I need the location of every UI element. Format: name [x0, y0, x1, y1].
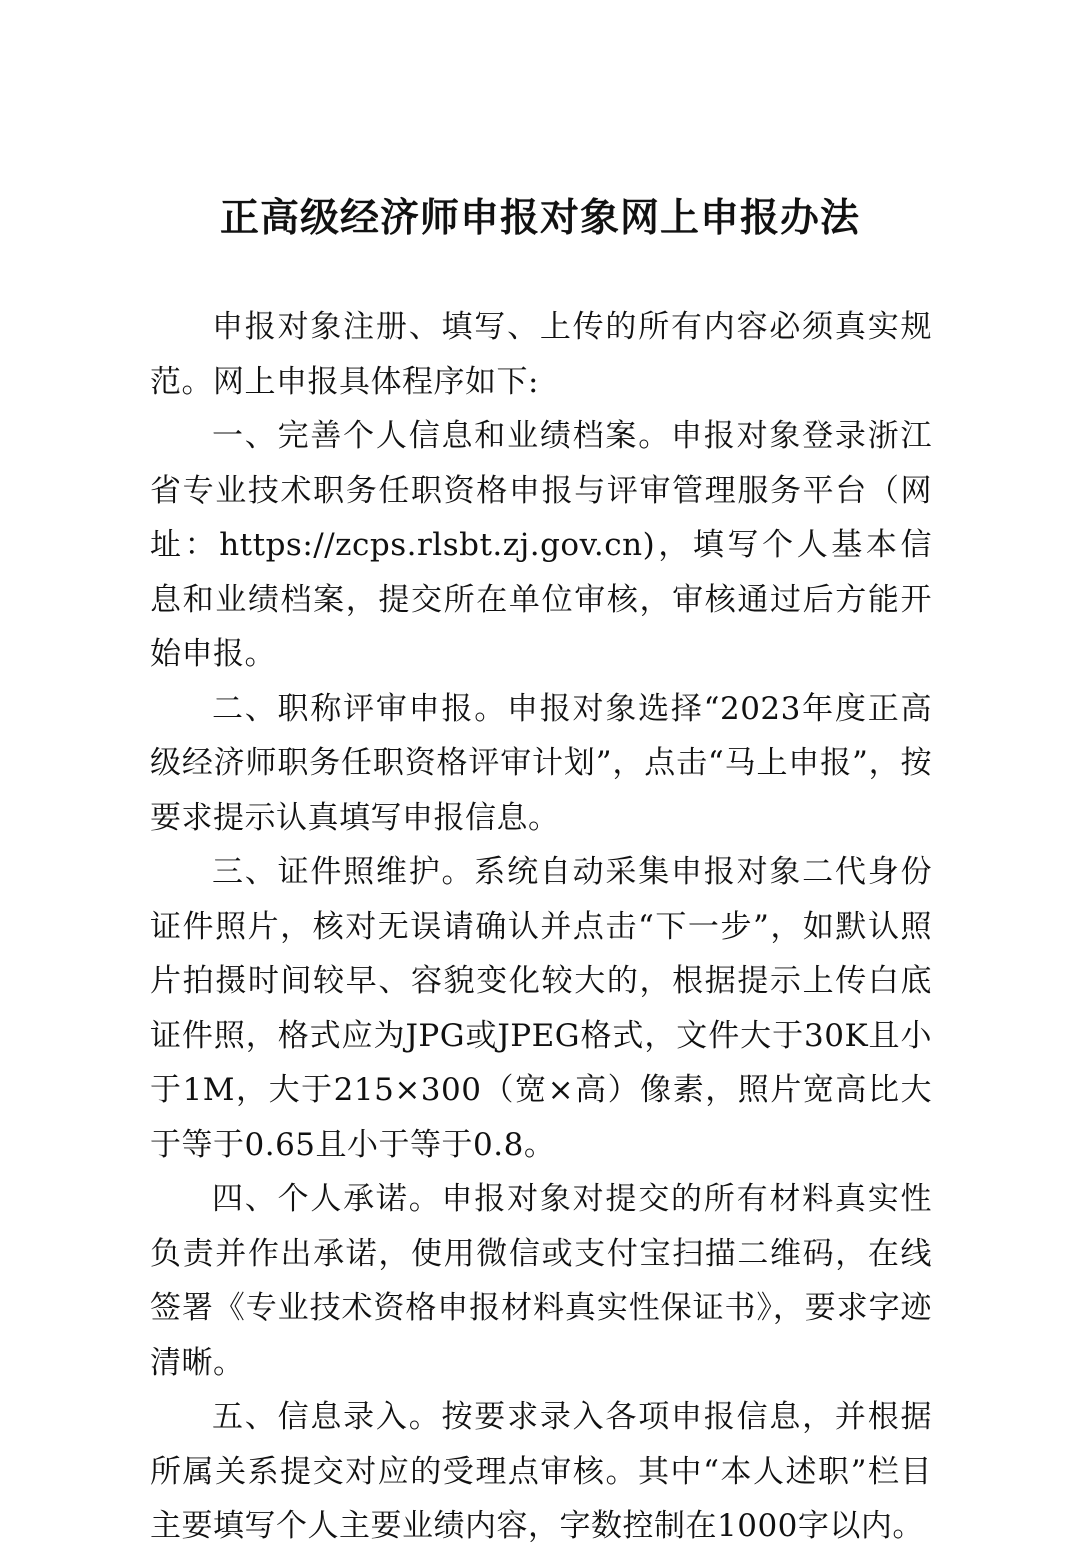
- paragraph-step-2: 二、职称评审申报。申报对象选择“2023年度正高级经济师职务任职资格评审计划”，点击“马上申报”，按要求提示认真填写申报信息。: [150, 690, 932, 836]
- document-title: 正高级经济师申报对象网上申报办法: [219, 195, 860, 241]
- paragraph-step-4: 四、个人承诺。申报对象对提交的所有材料真实性负责并作出承诺，使用微信或支付宝扫描二维码，在线签署《专业技术资格申报材料真实性保证书》，要求字迹清晰。: [150, 1181, 932, 1381]
- paragraph-intro: 申报对象注册、填写、上传的所有内容必须真实规范。网上申报具体程序如下:: [150, 309, 932, 400]
- document-body: [150, 300, 932, 1554]
- paragraph-step-3: 三、证件照维护。系统自动采集申报对象二代身份证件照片，核对无误请确认并点击“下一步”，如默认照片拍摄时间较早、容貌变化较大的，根据提示上传白底证件照，格式应为JPG或JPEG格式，文件大于30K且小于1M，大于215×300（宽×高）像素，照片宽高比大于等于0.65且小于等于0.8。: [150, 854, 932, 1163]
- paragraph-step-1: 一、完善个人信息和业绩档案。申报对象登录浙江省专业技术职务任职资格申报与评审管理服务平台（网址：https://zcps.rlsbt.zj.gov.cn)，填写个人基本信息和业绩档案，提交所在单位审核，审核通过后方能开始申报。: [150, 418, 932, 672]
- paragraph-step-5: 五、信息录入。按要求录入各项申报信息，并根据所属关系提交对应的受理点审核。其中“本人述职”栏目主要填写个人主要业绩内容，字数控制在1000字以内。: [150, 1399, 932, 1544]
